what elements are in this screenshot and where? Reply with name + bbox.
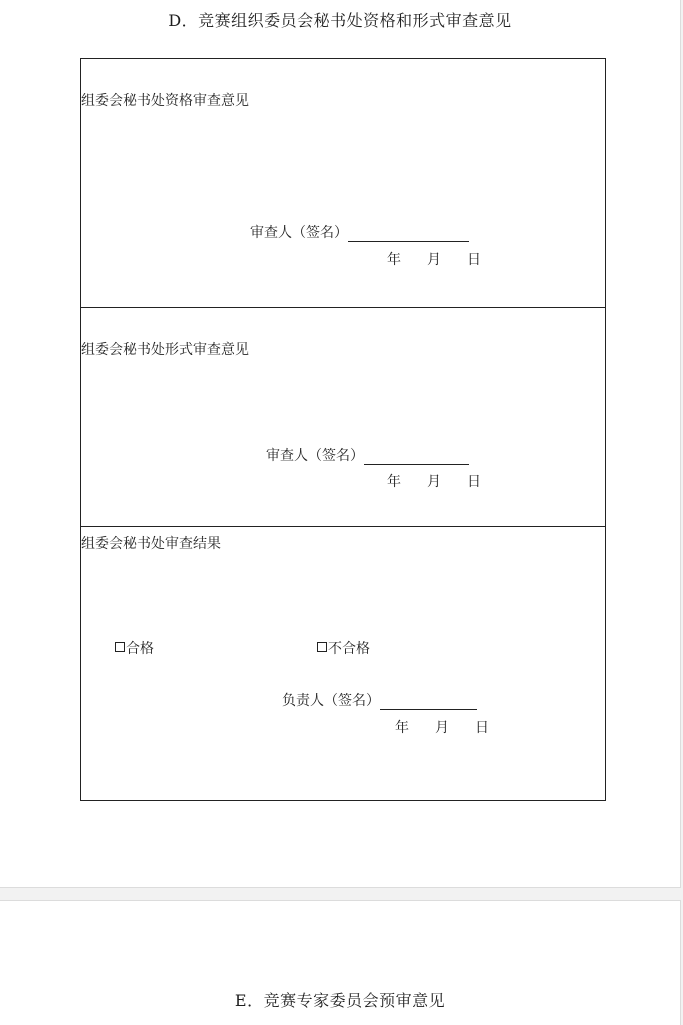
form-page-e bbox=[0, 900, 681, 1025]
pass-checkbox[interactable] bbox=[115, 642, 125, 652]
qualification-date-line bbox=[387, 249, 481, 269]
format-signature-line bbox=[266, 445, 469, 465]
date-month-label: 月 bbox=[435, 720, 449, 736]
section-d-heading: D．竞赛组织委员会秘书处资格和形式审查意见 bbox=[168, 11, 512, 30]
section-e-heading: E．竞赛专家委员会预审意见 bbox=[234, 991, 446, 1010]
format-date-line bbox=[387, 471, 481, 491]
date-day-label: 日 bbox=[467, 252, 481, 268]
pass-option-label: 合格 bbox=[126, 641, 154, 657]
signature-field[interactable] bbox=[364, 450, 469, 465]
date-year-label: 年 bbox=[387, 252, 401, 268]
review-result-label: 组委会秘书处审查结果 bbox=[81, 536, 221, 552]
reviewer-signature-label: 审查人（签名） bbox=[250, 225, 348, 241]
fail-option[interactable] bbox=[317, 638, 370, 658]
result-date-line bbox=[395, 717, 489, 737]
responsible-signature-label: 负责人（签名） bbox=[282, 693, 380, 709]
date-day-label: 日 bbox=[467, 474, 481, 490]
date-day-label: 日 bbox=[475, 720, 489, 736]
fail-checkbox[interactable] bbox=[317, 642, 327, 652]
qualification-review-section bbox=[81, 59, 605, 308]
format-review-label: 组委会秘书处形式审查意见 bbox=[81, 342, 249, 358]
fail-option-label: 不合格 bbox=[328, 641, 370, 657]
result-signature-line bbox=[282, 690, 477, 710]
pass-option[interactable] bbox=[115, 638, 154, 658]
date-month-label: 月 bbox=[427, 252, 441, 268]
qualification-review-label: 组委会秘书处资格审查意见 bbox=[81, 93, 249, 109]
date-year-label: 年 bbox=[395, 720, 409, 736]
reviewer-signature-label: 审查人（签名） bbox=[266, 448, 364, 464]
signature-field[interactable] bbox=[380, 695, 477, 710]
date-year-label: 年 bbox=[387, 474, 401, 490]
review-result-section bbox=[81, 527, 605, 801]
signature-field[interactable] bbox=[348, 227, 469, 242]
qualification-signature-line bbox=[250, 222, 469, 242]
date-month-label: 月 bbox=[427, 474, 441, 490]
format-review-section bbox=[81, 308, 605, 527]
review-form-table bbox=[80, 58, 606, 801]
